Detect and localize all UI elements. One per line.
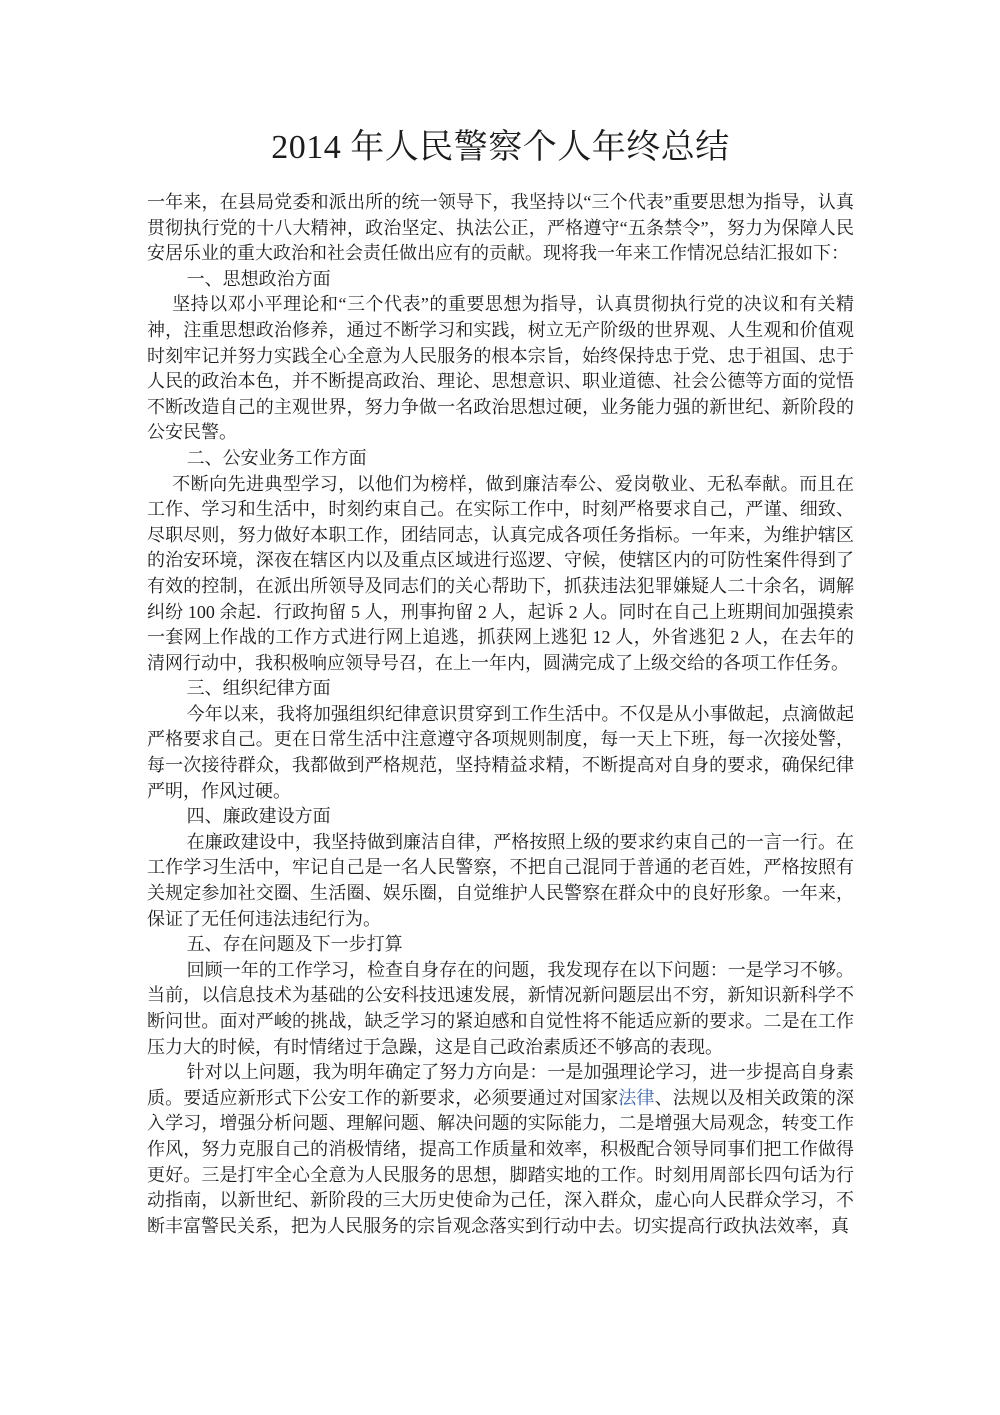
section-heading-integrity: 四、廉政建设方面 — [186, 806, 331, 827]
document-title: 2014 年人民警察个人年终总结 — [271, 129, 730, 166]
closing-paragraph — [147, 1060, 854, 1239]
closing-text-before-link: 针对以上问题，我为明年确定了努力方向是：一是加强理论学习，进一步提高自身素质。要适应新形式下公安工作的新要求，必须要通过对国家 — [147, 1062, 854, 1108]
section-heading-discipline: 三、组织纪律方面 — [186, 678, 331, 699]
document-page — [147, 126, 854, 1239]
section-heading-police-work: 二、公安业务工作方面 — [186, 447, 367, 468]
falv-hyperlink[interactable]: 法律 — [618, 1087, 655, 1108]
section-body-problems-plans: 回顾一年的工作学习，检查自身存在的问题，我发现存在以下问题：一是学习不够。当前，以信息技术为基础的公安科技迅速发展，新情况新问题层出不穷，新知识新科学不断问世。面对严峻的挑战，缺乏学习的紧迫感和自觉性将不能适应新的要求。二是在工作压力大的时候，有时情绪过于急躁，这是自己政治素质还不够高的表现。 — [147, 959, 854, 1057]
section-body-police-work: 不断向先进典型学习，以他们为榜样，做到廉洁奉公、爱岗敬业、无私奉献。而且在工作、学习和生活中，时刻约束自己。在实际工作中，时刻严格要求自己，严谨、细致、尽职尽则，努力做好本职工作，团结同志，认真完成各项任务指标。一年来，为维护辖区的治安环境，深夜在辖区内以及重点区域进行巡逻、守候，使辖区内的可防性案件得到了有效的控制，在派出所领导及同志们的关心帮助下，抓获违法犯罪嫌疑人二十余名，调解纠纷 100 余起．行政拘留 5 人，刑事拘留 2 人，起诉 2 人。同时在自己上班期间加强摸索一套网上作战的工作方式进行网上追逃，抓获网上逃犯 12 人，外省逃犯 2 人，在去年的清网行动中，我积极响应领导号召，在上一年内，圆满完成了上级交给的各项工作任务。 — [147, 473, 854, 673]
section-heading-problems-plans: 五、存在问题及下一步打算 — [186, 934, 403, 955]
section-heading-ideology: 一、思想政治方面 — [186, 268, 331, 289]
section-body-discipline: 今年以来，我将加强组织纪律意识贯穿到工作生活中。不仅是从小事做起，点滴做起严格要求自己。更在日常生活中注意遵守各项规则制度，每一天上下班，每一次接处警，每一次接待群众，我都做到严格规范，坚持精益求精，不断提高对自身的要求，确保纪律严明，作风过硬。 — [147, 703, 854, 801]
closing-text-after-link: 、法规以及相关政策的深入学习，增强分析问题、理解问题、解决问题的实际能力，二是增强大局观念，转变工作作风，努力克服自己的消极情绪，提高工作质量和效率，积极配合领导同事们把工作做得更好。三是打牢全心全意为人民服务的思想，脚踏实地的工作。时刻用周部长四句话为行动指南，以新世纪、新阶段的三大历史使命为己任，深入群众，虚心向人民群众学习，不断丰富警民关系，把为人民服务的宗旨观念落实到行动中去。切实提高行政执法效率，真 — [147, 1087, 855, 1236]
section-body-integrity: 在廉政建设中，我坚持做到廉洁自律，严格按照上级的要求约束自己的一言一行。在工作学习生活中，牢记自己是一名人民警察，不把自己混同于普通的老百姓，严格按照有关规定参加社交圈、生活圈、娱乐圈，自觉维护人民警察在群众中的良好形象。一年来，保证了无任何违法违纪行为。 — [147, 831, 854, 929]
intro-paragraph: 一年来，在县局党委和派出所的统一领导下，我坚持以“三个代表”重要思想为指导，认真贯彻执行党的十八大精神，政治坚定、执法公正，严格遵守“五条禁令”，努力为保障人民安居乐业的重大政治和社会责任做出应有的贡献。现将我一年来工作情况总结汇报如下： — [147, 192, 854, 264]
section-body-ideology: 坚持以邓小平理论和“三个代表”的重要思想为指导，认真贯彻执行党的决议和有关精神，注重思想政治修养，通过不断学习和实践，树立无产阶级的世界观、人生观和价值观时刻牢记并努力实践全心全意为人民服务的根本宗旨，始终保持忠于党、忠于祖国、忠于人民的政治本色，并不断提高政治、理论、思想意识、职业道德、社会公德等方面的觉悟不断改造自己的主观世界，努力争做一名政治思想过硬，业务能力强的新世纪、新阶段的公安民警。 — [147, 294, 854, 443]
